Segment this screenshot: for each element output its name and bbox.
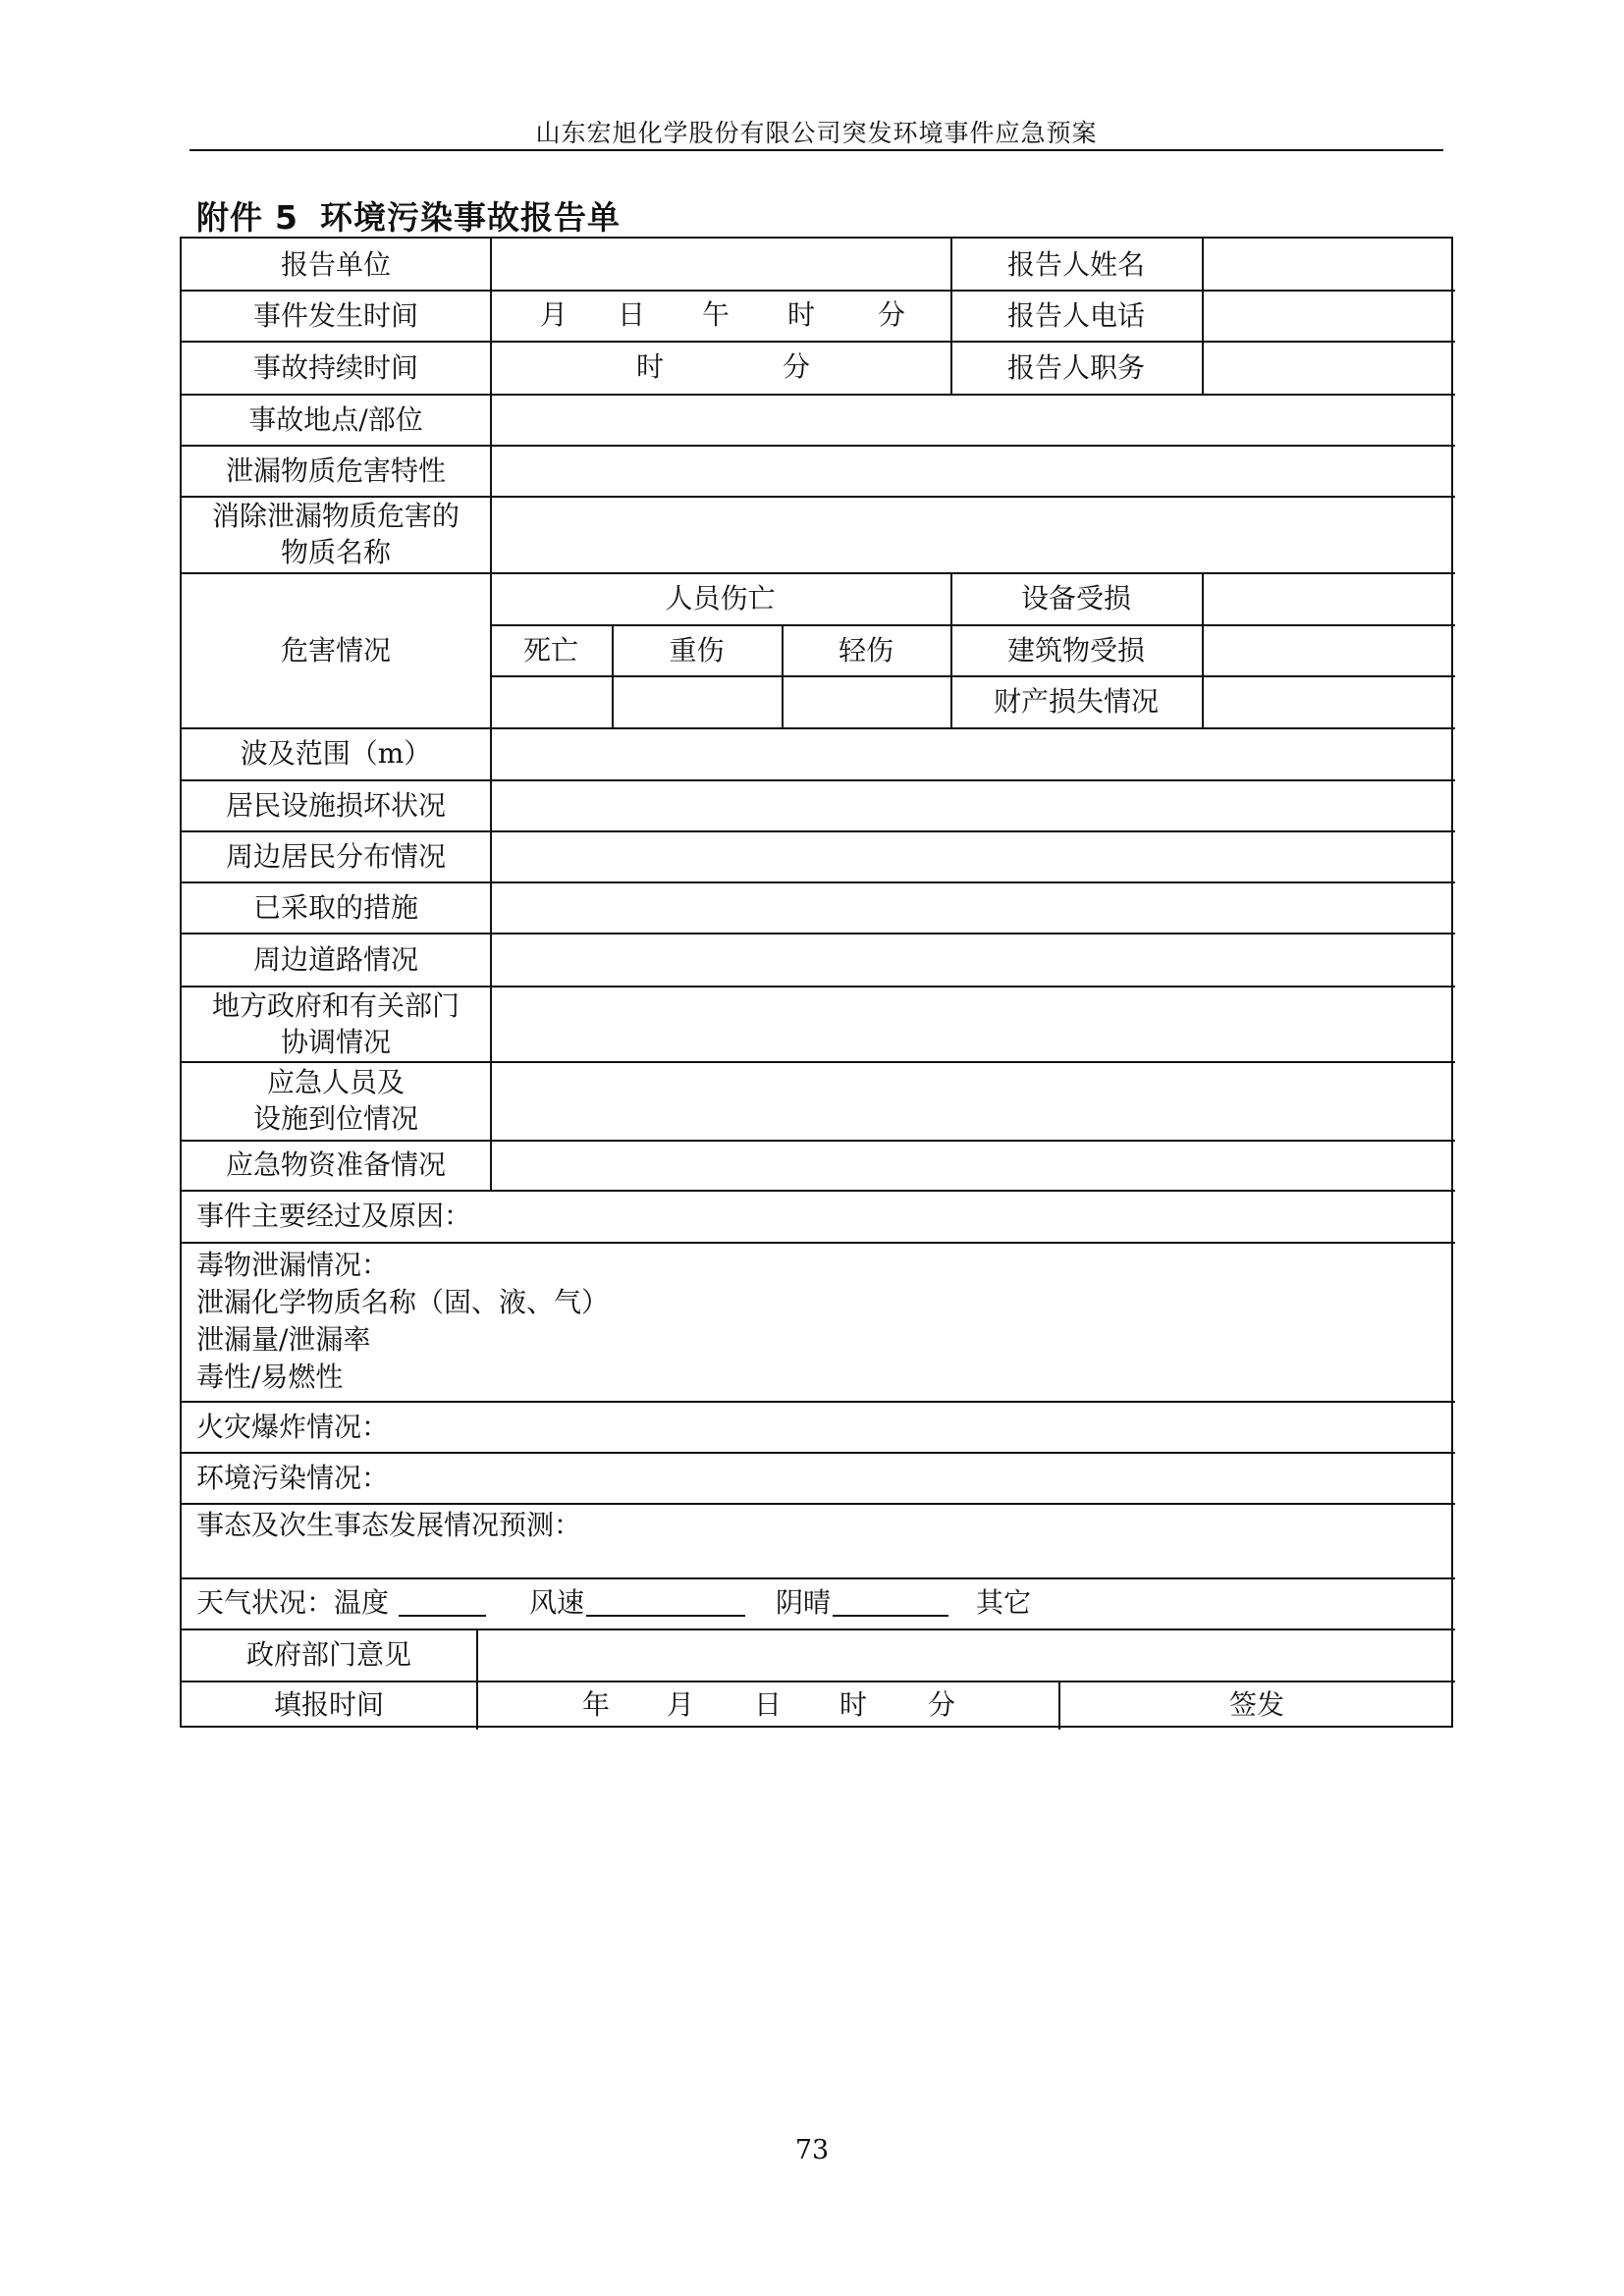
input-resident-distribution[interactable] [492,830,1453,881]
label-fire-explosion: 火灾爆炸情况： [196,1411,390,1443]
input-minor-injury[interactable] [784,675,950,727]
label-leak-rate: 泄漏量/泄漏率 [196,1323,371,1356]
label-hazard-property: 泄漏物质危害特性 [225,454,446,487]
duration-hour: 时 [636,350,665,383]
input-building-damage[interactable] [1204,624,1453,675]
input-sky[interactable] [833,1615,948,1617]
title-prefix: 附件 [196,198,263,237]
label-casualties: 人员伤亡 [665,582,776,614]
input-supplies[interactable] [492,1140,1453,1190]
label-reporter-name: 报告人姓名 [1006,247,1145,281]
input-deaths[interactable] [492,675,612,727]
event-time-hour: 时 [787,298,816,331]
label-neutralizer [182,496,490,572]
input-gov-coordination[interactable] [492,986,1453,1061]
label-deaths: 死亡 [522,633,578,667]
event-time-minute: 分 [878,298,906,331]
input-property-loss[interactable] [1204,675,1453,727]
input-location[interactable] [492,394,1453,445]
row-line [182,1190,1455,1192]
label-env-pollution: 环境污染情况： [196,1462,390,1494]
row-line [182,1242,1455,1244]
input-gov-opinion[interactable] [478,1629,1453,1681]
fill-time-minute: 分 [928,1688,956,1721]
label-main-process: 事件主要经过及原因： [196,1200,472,1232]
label-weather-temperature: 天气状况：温度 [196,1586,390,1619]
label-supplies: 应急物资准备情况 [225,1148,446,1181]
label-gov-coordination-line1: 地方政府和有关部门 [211,988,460,1022]
label-reporter-position: 报告人职务 [1006,350,1145,384]
document-header: 山东宏旭化学股份有限公司突发环境事件应急预案 [535,119,1098,147]
input-responders[interactable] [492,1061,1453,1140]
label-gov-opinion: 政府部门意见 [245,1638,411,1671]
label-toxicity: 毒性/易燃性 [196,1361,344,1393]
label-gov-coordination [182,986,490,1061]
label-responders-line2: 设施到位情况 [252,1102,418,1135]
input-neutralizer[interactable] [492,496,1453,572]
label-event-time: 事件发生时间 [252,298,418,332]
fill-time-year: 年 [582,1688,611,1721]
row-line [182,1401,1455,1403]
fill-time-day: 日 [754,1688,783,1721]
label-responders-line1: 应急人员及 [266,1066,405,1098]
input-report-unit[interactable] [492,239,950,290]
input-reporter-position[interactable] [1204,341,1453,394]
label-neutralizer-line1: 消除泄漏物质危害的 [211,500,460,532]
input-reporter-phone[interactable] [1204,290,1453,341]
label-equipment-damage: 设备受损 [1020,582,1131,614]
label-duration: 事故持续时间 [252,350,418,384]
label-toxic-leak: 毒物泄漏情况： [196,1249,390,1281]
label-serious-injury: 重伤 [669,633,725,667]
label-building-damage: 建筑物受损 [1006,633,1145,667]
report-form-table [180,237,1453,1728]
input-serious-injury[interactable] [614,675,782,727]
label-neutralizer-line2: 物质名称 [280,536,391,568]
label-report-unit: 报告单位 [280,247,391,281]
input-measures[interactable] [492,881,1453,933]
fill-time-month: 月 [667,1688,695,1721]
label-gov-coordination-line2: 协调情况 [280,1025,391,1058]
label-minor-injury: 轻伤 [838,633,893,667]
label-hazard-situation: 危害情况 [280,633,391,667]
fill-time-hour: 时 [839,1688,868,1721]
label-range: 波及范围（m） [240,737,432,770]
label-fill-time: 填报时间 [273,1687,384,1721]
page-number: 73 [794,2135,830,2165]
label-location: 事故地点/部位 [248,402,423,436]
label-responders [182,1061,490,1140]
label-sky: 阴晴 [776,1586,832,1619]
input-resident-facility[interactable] [492,779,1453,830]
label-measures: 已采取的措施 [252,890,418,924]
label-other: 其它 [976,1586,1032,1619]
input-temperature[interactable] [399,1615,486,1617]
row-line [182,1503,1455,1505]
event-time-noon: 午 [702,298,731,331]
input-wind-speed[interactable] [586,1615,745,1617]
input-range[interactable] [492,727,1453,779]
row-line [182,1577,1455,1579]
label-resident-distribution: 周边居民分布情况 [225,839,446,873]
label-resident-facility: 居民设施损坏状况 [225,788,446,822]
header-rule [189,149,1443,151]
row-line [182,1452,1455,1454]
title-text: 环境污染事故报告单 [319,198,621,237]
duration-minute: 分 [783,350,811,383]
label-forecast: 事态及次生事态发展情况预测： [196,1509,582,1541]
label-reporter-phone: 报告人电话 [1006,298,1145,332]
label-property-loss: 财产损失情况 [993,685,1159,718]
input-hazard-property[interactable] [492,445,1453,496]
input-equipment-damage[interactable] [1204,572,1453,624]
event-time-day: 日 [618,298,646,331]
title-number: 5 [275,198,298,237]
event-time-month: 月 [540,298,568,331]
label-sign: 签发 [1228,1687,1284,1721]
input-roads[interactable] [492,933,1453,986]
label-roads: 周边道路情况 [252,942,418,976]
label-leak-substance: 泄漏化学物质名称（固、液、气） [196,1286,610,1318]
form-title [196,192,621,239]
input-reporter-name[interactable] [1204,239,1453,290]
label-wind-speed: 风速 [529,1586,585,1619]
